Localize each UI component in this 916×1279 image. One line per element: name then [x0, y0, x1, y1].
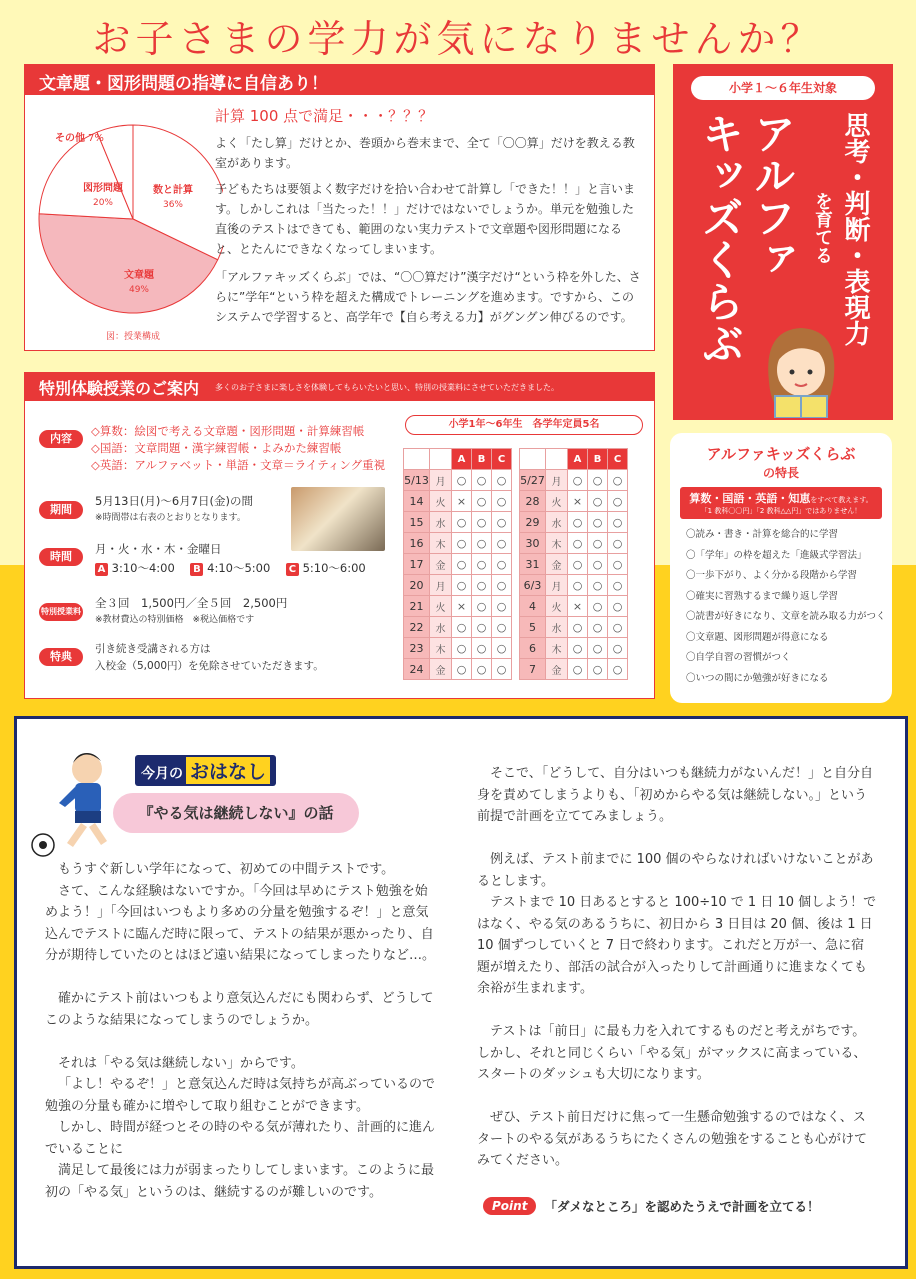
target-grade-label: 小学１～６年生対象 [691, 76, 875, 100]
schedule-gap [512, 491, 520, 512]
slot-time-b: 4:10～5:00 [207, 561, 271, 575]
schedule-day: 金 [430, 659, 452, 680]
feature-item: 〇「学年」の枠を超えた「進級式学習法」 [686, 549, 867, 561]
schedule-date: 30 [520, 533, 546, 554]
schedule-slot-mark: ○ [492, 659, 512, 680]
slot-letter-a: A [95, 563, 108, 576]
schedule-row [404, 470, 628, 491]
feature-item: 〇一歩下がり、よく分かる段階から学習 [686, 570, 858, 581]
club-name-1: アルファ [748, 112, 797, 280]
schedule-slot-mark: ○ [492, 575, 512, 596]
pie-value-calc: 36% [162, 200, 184, 210]
story-paragraph: 確かにテスト前はいつもより意気込んだにも関わらず、どうしてこのような結果になってしまうのでしょうか。 [45, 991, 434, 1028]
club-name-2: キッズくらぶ [696, 112, 745, 364]
schedule-slot-mark: × [452, 596, 472, 617]
story-paragraph [477, 1000, 877, 1022]
perk-text [95, 641, 324, 675]
schedule-gap [512, 659, 520, 680]
story-paragraph: テストまで 10 日あるとすると 100÷10 で 1 日 10 個しよう！ではなく、やる気のあるうちに、初日から 3 日目は 20 個、後は 1 日 10 個ずつしていくと 7 日で終わります。これだと万が一、急に宿題が増えたり、部活の試合が入ったりして計画通りに進まなくても余裕が生まれます。 [477, 895, 877, 996]
schedule-slot-mark: × [568, 596, 588, 617]
story-paragraph [45, 1031, 435, 1053]
schedule-corner [546, 449, 568, 470]
schedule-row [404, 659, 628, 680]
schedule-col-header: C [492, 449, 512, 470]
teaching-section-title: 文章題・図形問題の指導に自信あり！ [25, 65, 654, 95]
schedule-slot-mark: ○ [452, 575, 472, 596]
pie-label-word: 文章題 [124, 270, 154, 281]
schedule-day: 火 [546, 596, 568, 617]
schedule-slot-mark: ○ [588, 638, 608, 659]
pie-value-geometry: 20% [92, 198, 114, 208]
teaching-subtitle: 計算 100 点で満足・・・？？？ [215, 107, 434, 125]
schedule-slot-mark: ○ [452, 659, 472, 680]
schedule-slot-mark: ○ [452, 512, 472, 533]
trial-lesson-note: 多くのお子さまに楽しさを体験してもらいたいと思い、特別の授業料にさせていただきました。 [215, 382, 560, 392]
story-paragraph: 例えば、テスト前までに 100 個のやらなければいけないことがあるとします。 [477, 852, 874, 889]
schedule-slot-mark: ○ [608, 659, 628, 680]
schedule-gap [512, 449, 520, 470]
features-box [670, 433, 892, 703]
tag-fee: 特別授業料 [39, 603, 83, 621]
tagline-main: 思考・判断・表現力 [840, 112, 870, 346]
schedule-row [404, 575, 628, 596]
schedule-gap [512, 617, 520, 638]
schedule-slot-mark: ○ [608, 596, 628, 617]
story-paragraph [477, 1086, 877, 1108]
schedule-slot-mark: ○ [568, 575, 588, 596]
content-line: ◇算数：絵図で考える文章題・図形問題・計算練習帳 [91, 424, 365, 438]
schedule-slot-mark: ○ [608, 470, 628, 491]
schedule-date: 5 [520, 617, 546, 638]
period-sub: ※時間帯は右表のとおりとなります。 [95, 513, 246, 523]
schedule-slot-mark: ○ [568, 638, 588, 659]
tag-content: 内容 [39, 430, 83, 448]
schedule-date: 29 [520, 512, 546, 533]
schedule-slot-mark: ○ [492, 491, 512, 512]
slot-letter-c: C [286, 563, 299, 576]
story-paragraph: テストは「前日」に最も力を入れてするものだと考えがちです。しかし、それと同じくらい「やる気」がマックスに高まっている、スタートのダッシュも大切になります。 [477, 1024, 867, 1082]
schedule-day: 木 [430, 638, 452, 659]
schedule-slot-mark: ○ [472, 575, 492, 596]
period-main: 5月13日(月)～6月7日(金)の間 [95, 494, 254, 508]
schedule-date: 6 [520, 638, 546, 659]
schedule-slot-mark: ○ [608, 638, 628, 659]
schedule-slot-mark: ○ [608, 533, 628, 554]
time-text [95, 541, 366, 577]
schedule-slot-mark: ○ [492, 470, 512, 491]
schedule-slot-mark: ○ [608, 491, 628, 512]
pie-caption: 図：授業構成 [105, 332, 161, 342]
schedule-row [404, 533, 628, 554]
feature-item: 〇自学自習の習慣がつく [686, 652, 791, 663]
schedule-slot-mark: ○ [588, 533, 608, 554]
schedule-row [404, 638, 628, 659]
schedule-title: 小学1年～6年生 各学年定員5名 [405, 415, 643, 435]
schedule-slot-mark: ○ [452, 638, 472, 659]
schedule-row [404, 596, 628, 617]
features-badge-note: 「1 教科〇〇円」「2 教科△△円」ではありません！ [700, 507, 862, 515]
fee-text [95, 595, 287, 625]
schedule-date: 16 [404, 533, 430, 554]
schedule-row [404, 512, 628, 533]
schedule-day: 金 [546, 659, 568, 680]
teaching-paragraph-1: よく「たし算」だけとか、巻頭から巻末まで、全て「〇〇算」だけを教える教室があります。 [215, 136, 635, 170]
features-list [670, 525, 892, 689]
schedule-slot-mark: ○ [588, 470, 608, 491]
tag-time: 時間 [39, 548, 83, 566]
schedule-corner [404, 449, 430, 470]
schedule-date: 21 [404, 596, 430, 617]
time-days: 月・火・水・木・金曜日 [95, 542, 222, 556]
headline: お子さまの学力が気になりませんか？ [92, 17, 824, 61]
row-content [39, 427, 83, 448]
schedule-day: 月 [430, 470, 452, 491]
schedule-day: 月 [430, 575, 452, 596]
schedule-slot-mark: × [452, 491, 472, 512]
pie-label-other: その他 7% [55, 133, 104, 144]
schedule-day: 金 [546, 554, 568, 575]
schedule-table [403, 448, 628, 680]
schedule-slot-mark: ○ [452, 470, 472, 491]
schedule-day: 金 [430, 554, 452, 575]
schedule-date: 31 [520, 554, 546, 575]
slot-letter-b: B [190, 563, 203, 576]
schedule-gap [512, 470, 520, 491]
schedule-day: 水 [430, 512, 452, 533]
schedule-slot-mark: ○ [472, 491, 492, 512]
schedule-header-row [404, 449, 628, 470]
content-lines [91, 423, 385, 474]
schedule-corner [430, 449, 452, 470]
story-section [14, 716, 908, 1269]
schedule-day: 水 [430, 617, 452, 638]
schedule-row [404, 617, 628, 638]
schedule-gap [512, 512, 520, 533]
teaching-paragraph-3: 「アルファキッズくらぶ」では、“〇〇算だけ”漢字だけ“という枠を外した、さらに”学年“という枠を超えた構成でトレーニングを進めます。ですから、このシステムで学習すると、高学年で【自ら考える力】がグングン伸びるのです。 [215, 270, 641, 324]
schedule-date: 5/27 [520, 470, 546, 491]
story-label-main: おはなし [186, 757, 270, 784]
schedule-date: 20 [404, 575, 430, 596]
schedule-day: 月 [546, 575, 568, 596]
schedule-slot-mark: ○ [472, 659, 492, 680]
schedule-col-header: B [472, 449, 492, 470]
schedule-date: 4 [520, 596, 546, 617]
story-paragraph: もうすぐ新しい学年になって、初めての中間テストです。 [58, 862, 395, 877]
schedule-day: 月 [546, 470, 568, 491]
fee-main: 全３回 1,500円／全５回 2,500円 [95, 596, 288, 610]
schedule-slot-mark: ○ [492, 617, 512, 638]
schedule-gap [512, 533, 520, 554]
schedule-slot-mark: ○ [568, 470, 588, 491]
schedule-date: 15 [404, 512, 430, 533]
schedule-slot-mark: ○ [472, 512, 492, 533]
trial-lesson-header [25, 373, 654, 401]
schedule-date: 24 [404, 659, 430, 680]
schedule-day: 水 [546, 617, 568, 638]
story-point [483, 1197, 819, 1215]
schedule-slot-mark: ○ [588, 491, 608, 512]
schedule-slot-mark: ○ [608, 575, 628, 596]
schedule-slot-mark: ○ [608, 554, 628, 575]
schedule-slot-mark: ○ [588, 554, 608, 575]
schedule-col-header: C [608, 449, 628, 470]
schedule-slot-mark: ○ [588, 596, 608, 617]
teaching-paragraph-2: 子どもたちは要領よく数字だけを拾い合わせて計算し「できた！！」と言います。しかしこれは「当たった！！」だけではないでしょうか。単元を勉強した直後のテストはできても、範囲のない実力テストで文章題や図形問題になると、とたんにできなくなってしまいます。 [215, 182, 636, 256]
story-paragraph: ぜひ、テスト前日だけに焦って一生懸命勉強するのではなく、スタートのやる気があるうちにたくさんの勉強をすることも心がけてみてください。 [477, 1110, 868, 1168]
schedule-slot-mark: ○ [608, 617, 628, 638]
schedule-gap [512, 575, 520, 596]
content-line: ◇国語：文章問題・漢字練習帳・よみかた練習帳 [91, 441, 342, 455]
schedule-slot-mark: ○ [472, 554, 492, 575]
slot-time-a: 3:10～4:00 [111, 561, 175, 575]
schedule-slot-mark: ○ [492, 596, 512, 617]
schedule-day: 火 [430, 491, 452, 512]
schedule-gap [512, 554, 520, 575]
fee-sub: ※教材費込の特別価格 ※税込価格です [95, 615, 255, 625]
schedule-slot-mark: ○ [492, 533, 512, 554]
story-paragraph [477, 828, 877, 850]
features-badge-main [682, 490, 880, 506]
features-title: アルファキッズくらぶ [706, 445, 856, 463]
slot-time-c: 5:10～6:00 [302, 561, 366, 575]
time-slots [95, 560, 366, 577]
period-text [95, 493, 253, 523]
schedule-day: 木 [546, 533, 568, 554]
tagline-sub: を育てる [812, 192, 833, 264]
story-right-column [477, 763, 877, 1172]
club-banner [673, 64, 893, 420]
schedule-slot-mark: ○ [452, 554, 472, 575]
schedule-date: 6/3 [520, 575, 546, 596]
schedule-slot-mark: ○ [452, 533, 472, 554]
schedule-date: 28 [520, 491, 546, 512]
schedule-slot-mark: ○ [492, 554, 512, 575]
schedule-slot-mark: ○ [588, 512, 608, 533]
schedule-col-header: A [452, 449, 472, 470]
schedule-date: 17 [404, 554, 430, 575]
schedule-slot-mark: ○ [472, 638, 492, 659]
schedule-slot-mark: ○ [568, 512, 588, 533]
schedule-gap [512, 596, 520, 617]
feature-item: 〇読み・書き・計算を総合的に学習 [686, 529, 839, 540]
class-composition-pie-chart [33, 101, 223, 346]
schedule-date: 14 [404, 491, 430, 512]
schedule-slot-mark: ○ [588, 575, 608, 596]
teaching-section [24, 64, 655, 351]
story-paragraph: 「よし！やるぞ！」と意気込んだ時は気持ちが高ぶっているので勉強の分量も確かに増やして取り組むことができます。 [45, 1077, 436, 1114]
story-label [135, 755, 276, 786]
schedule-day: 火 [430, 596, 452, 617]
schedule-slot-mark: ○ [472, 470, 492, 491]
story-paragraph: さて、こんな経験はないですか。「今回は早めにテスト勉強を始めよう！」「今回はいつもより多めの分量を勉強するぞ！」と意気込んでテストに臨んだ時に限って、テストの結果が悪かったり、自分が期待していたのとはほど遠い結果になってしまったりなど…。 [45, 883, 436, 963]
feature-item: 〇いつの間にか勉強が好きになる [686, 672, 829, 684]
schedule-day: 水 [546, 512, 568, 533]
schedule-slot-mark: ○ [608, 512, 628, 533]
schedule-day: 木 [430, 533, 452, 554]
schedule-row [404, 491, 628, 512]
feature-item: 〇確実に習熟するまで繰り返し学習 [686, 590, 839, 602]
feature-item: 〇読書が好きになり、文章を読み取る力がつく [686, 611, 886, 622]
tag-perk: 特典 [39, 648, 83, 666]
schedule-date: 22 [404, 617, 430, 638]
schedule-slot-mark: ○ [568, 533, 588, 554]
story-paragraph [45, 967, 435, 989]
story-left-column [45, 859, 435, 1203]
schedule-slot-mark: ○ [472, 533, 492, 554]
point-badge: Point [483, 1197, 536, 1215]
features-badge [680, 487, 882, 519]
schedule-day: 木 [546, 638, 568, 659]
schedule-corner [520, 449, 546, 470]
story-paragraph: 満足して最後には力が弱まったりしてしまいます。このように最初の「やる気」というのは、継続するのが難しいのです。 [45, 1163, 434, 1200]
schedule-slot-mark: ○ [568, 617, 588, 638]
schedule-slot-mark: ○ [588, 659, 608, 680]
schedule-slot-mark: × [568, 491, 588, 512]
story-paragraph: しかし、時間が経つとその時のやる気が薄れたり、計画的に進んでいることに [45, 1120, 436, 1157]
features-badge-subjects: 算数・国語・英語・知恵 [689, 492, 811, 505]
schedule-slot-mark: ○ [492, 512, 512, 533]
schedule-slot-mark: ○ [452, 617, 472, 638]
pie-label-geometry: 図形問題 [83, 183, 123, 194]
perk-line: 引き続き受講される方は [95, 643, 211, 655]
schedule-slot-mark: ○ [588, 617, 608, 638]
schedule-slot-mark: ○ [492, 638, 512, 659]
perk-line: 入校金（5,000円）を免除させていただきます。 [95, 660, 324, 672]
pie-value-word: 49% [128, 285, 150, 295]
schedule-slot-mark: ○ [568, 659, 588, 680]
schedule-col-header: B [588, 449, 608, 470]
feature-item: 〇文章題、図形問題が得意になる [686, 631, 829, 643]
features-subtitle: の特長 [762, 466, 799, 480]
story-paragraph: それは「やる気は継続しない」からです。 [58, 1055, 304, 1071]
tag-period: 期間 [39, 501, 83, 519]
story-title: 『やる気は継続しない』の話 [113, 793, 359, 833]
schedule-slot-mark: ○ [472, 596, 492, 617]
trial-lesson-section [24, 372, 655, 699]
schedule-col-header: A [568, 449, 588, 470]
schedule-date: 5/13 [404, 470, 430, 491]
pie-label-calc: 数と計算 [153, 185, 193, 196]
trial-lesson-title: 特別体験授業のご案内 [39, 378, 200, 398]
girl-reading-illustration [755, 322, 845, 418]
schedule-slot-mark: ○ [472, 617, 492, 638]
content-line: ◇英語：アルファベット・単語・文章＝ライティング重視 [91, 458, 386, 472]
schedule-date: 23 [404, 638, 430, 659]
schedule-row [404, 554, 628, 575]
story-label-prefix: 今月の [141, 766, 183, 782]
features-badge-suffix: をすべて教えます。 [810, 496, 873, 504]
schedule-date: 7 [520, 659, 546, 680]
schedule-day: 火 [546, 491, 568, 512]
story-paragraph: そこで、「どうして、自分はいつも継続力がないんだ！」と自分自身を責めてしまうよりも、「初めからやる気は継続しない。」という前提で計画を立ててみましょう。 [477, 766, 873, 824]
schedule-gap [512, 638, 520, 659]
schedule-slot-mark: ○ [568, 554, 588, 575]
point-text: 「ダメなところ」を認めたうえで計画を立てる！ [544, 1199, 820, 1214]
